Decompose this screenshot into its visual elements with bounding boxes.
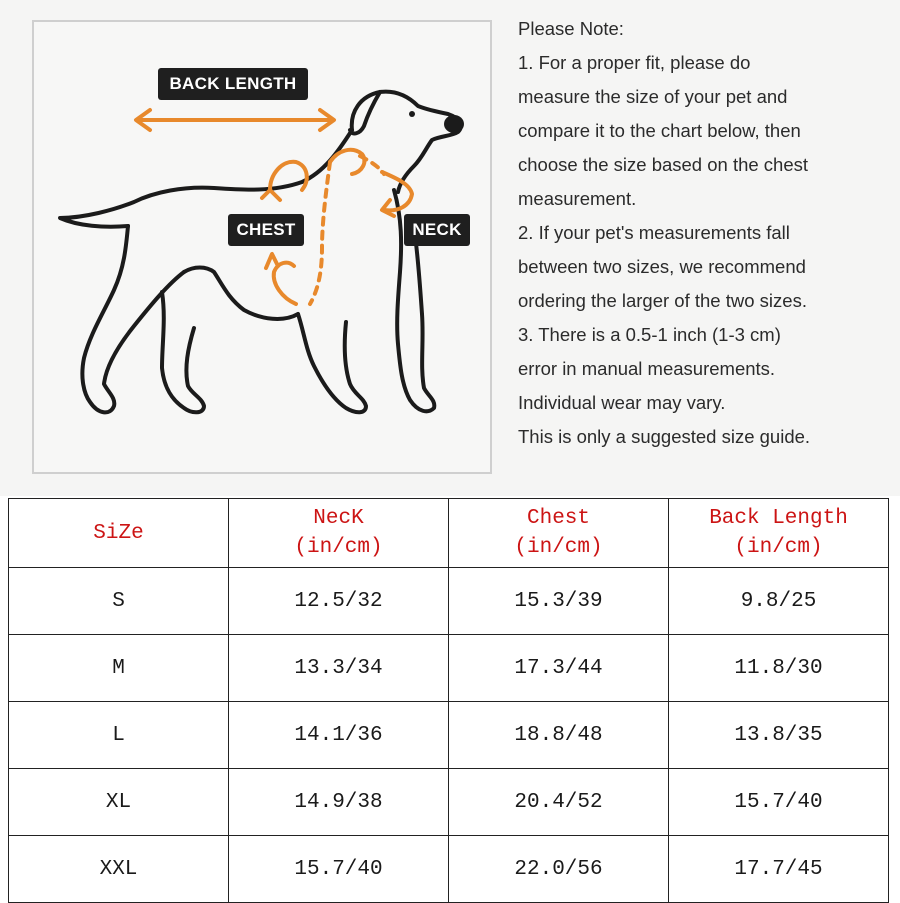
chest-cell: 17.3/44 [449,635,669,702]
note-line: This is only a suggested size guide. [518,426,811,447]
size-cell: XL [9,769,229,836]
header-chest-label: Chest [526,507,590,530]
dog-measurement-diagram [32,20,492,474]
neck-cell: 14.1/36 [229,702,449,769]
table-row [9,635,889,702]
size-note [518,12,898,454]
table-header-row [9,499,889,568]
size-chart-table [8,498,889,903]
header-neck-unit: (in/cm) [294,536,383,559]
back-length-cell: 17.7/45 [669,836,889,903]
back-length-cell: 11.8/30 [669,635,889,702]
table-row [9,702,889,769]
header-chest [449,499,669,568]
header-back-length-unit: (in/cm) [734,536,823,559]
neck-label: NECK [404,214,470,246]
note-line: error in manual measurements. [518,358,776,379]
size-cell: S [9,568,229,635]
header-back-length-label: Back Length [709,507,848,530]
chest-cell: 18.8/48 [449,702,669,769]
back-length-cell: 13.8/35 [669,702,889,769]
note-line: Individual wear may vary. [518,392,726,413]
note-title: Please Note: [518,18,624,39]
chest-cell: 22.0/56 [449,836,669,903]
neck-cell: 13.3/34 [229,635,449,702]
size-cell: L [9,702,229,769]
neck-cell: 12.5/32 [229,568,449,635]
neck-cell: 15.7/40 [229,836,449,903]
note-line: measurement. [518,188,637,209]
note-line: between two sizes, we recommend [518,256,806,277]
chest-label: CHEST [228,214,304,246]
back-length-cell: 15.7/40 [669,769,889,836]
note-line: 3. There is a 0.5-1 inch (1-3 cm) [518,324,781,345]
note-line: 2. If your pet's measurements fall [518,222,790,243]
note-line: ordering the larger of the two sizes. [518,290,807,311]
note-line: measure the size of your pet and [518,86,788,107]
table-row [9,568,889,635]
back-length-cell: 9.8/25 [669,568,889,635]
header-neck-label: NecK [313,507,364,530]
note-line: compare it to the chart below, then [518,120,801,141]
chest-cell: 15.3/39 [449,568,669,635]
note-line: 1. For a proper fit, please do [518,52,751,73]
neck-cell: 14.9/38 [229,769,449,836]
chest-cell: 20.4/52 [449,769,669,836]
header-back-length [669,499,889,568]
header-neck [229,499,449,568]
note-line: choose the size based on the chest [518,154,809,175]
back-length-label: BACK LENGTH [158,68,308,100]
size-cell: XXL [9,836,229,903]
size-cell: M [9,635,229,702]
header-size-label: SiZe [93,521,144,545]
header-chest-unit: (in/cm) [514,536,603,559]
table-row [9,769,889,836]
header-size [9,499,229,568]
table-row [9,836,889,903]
